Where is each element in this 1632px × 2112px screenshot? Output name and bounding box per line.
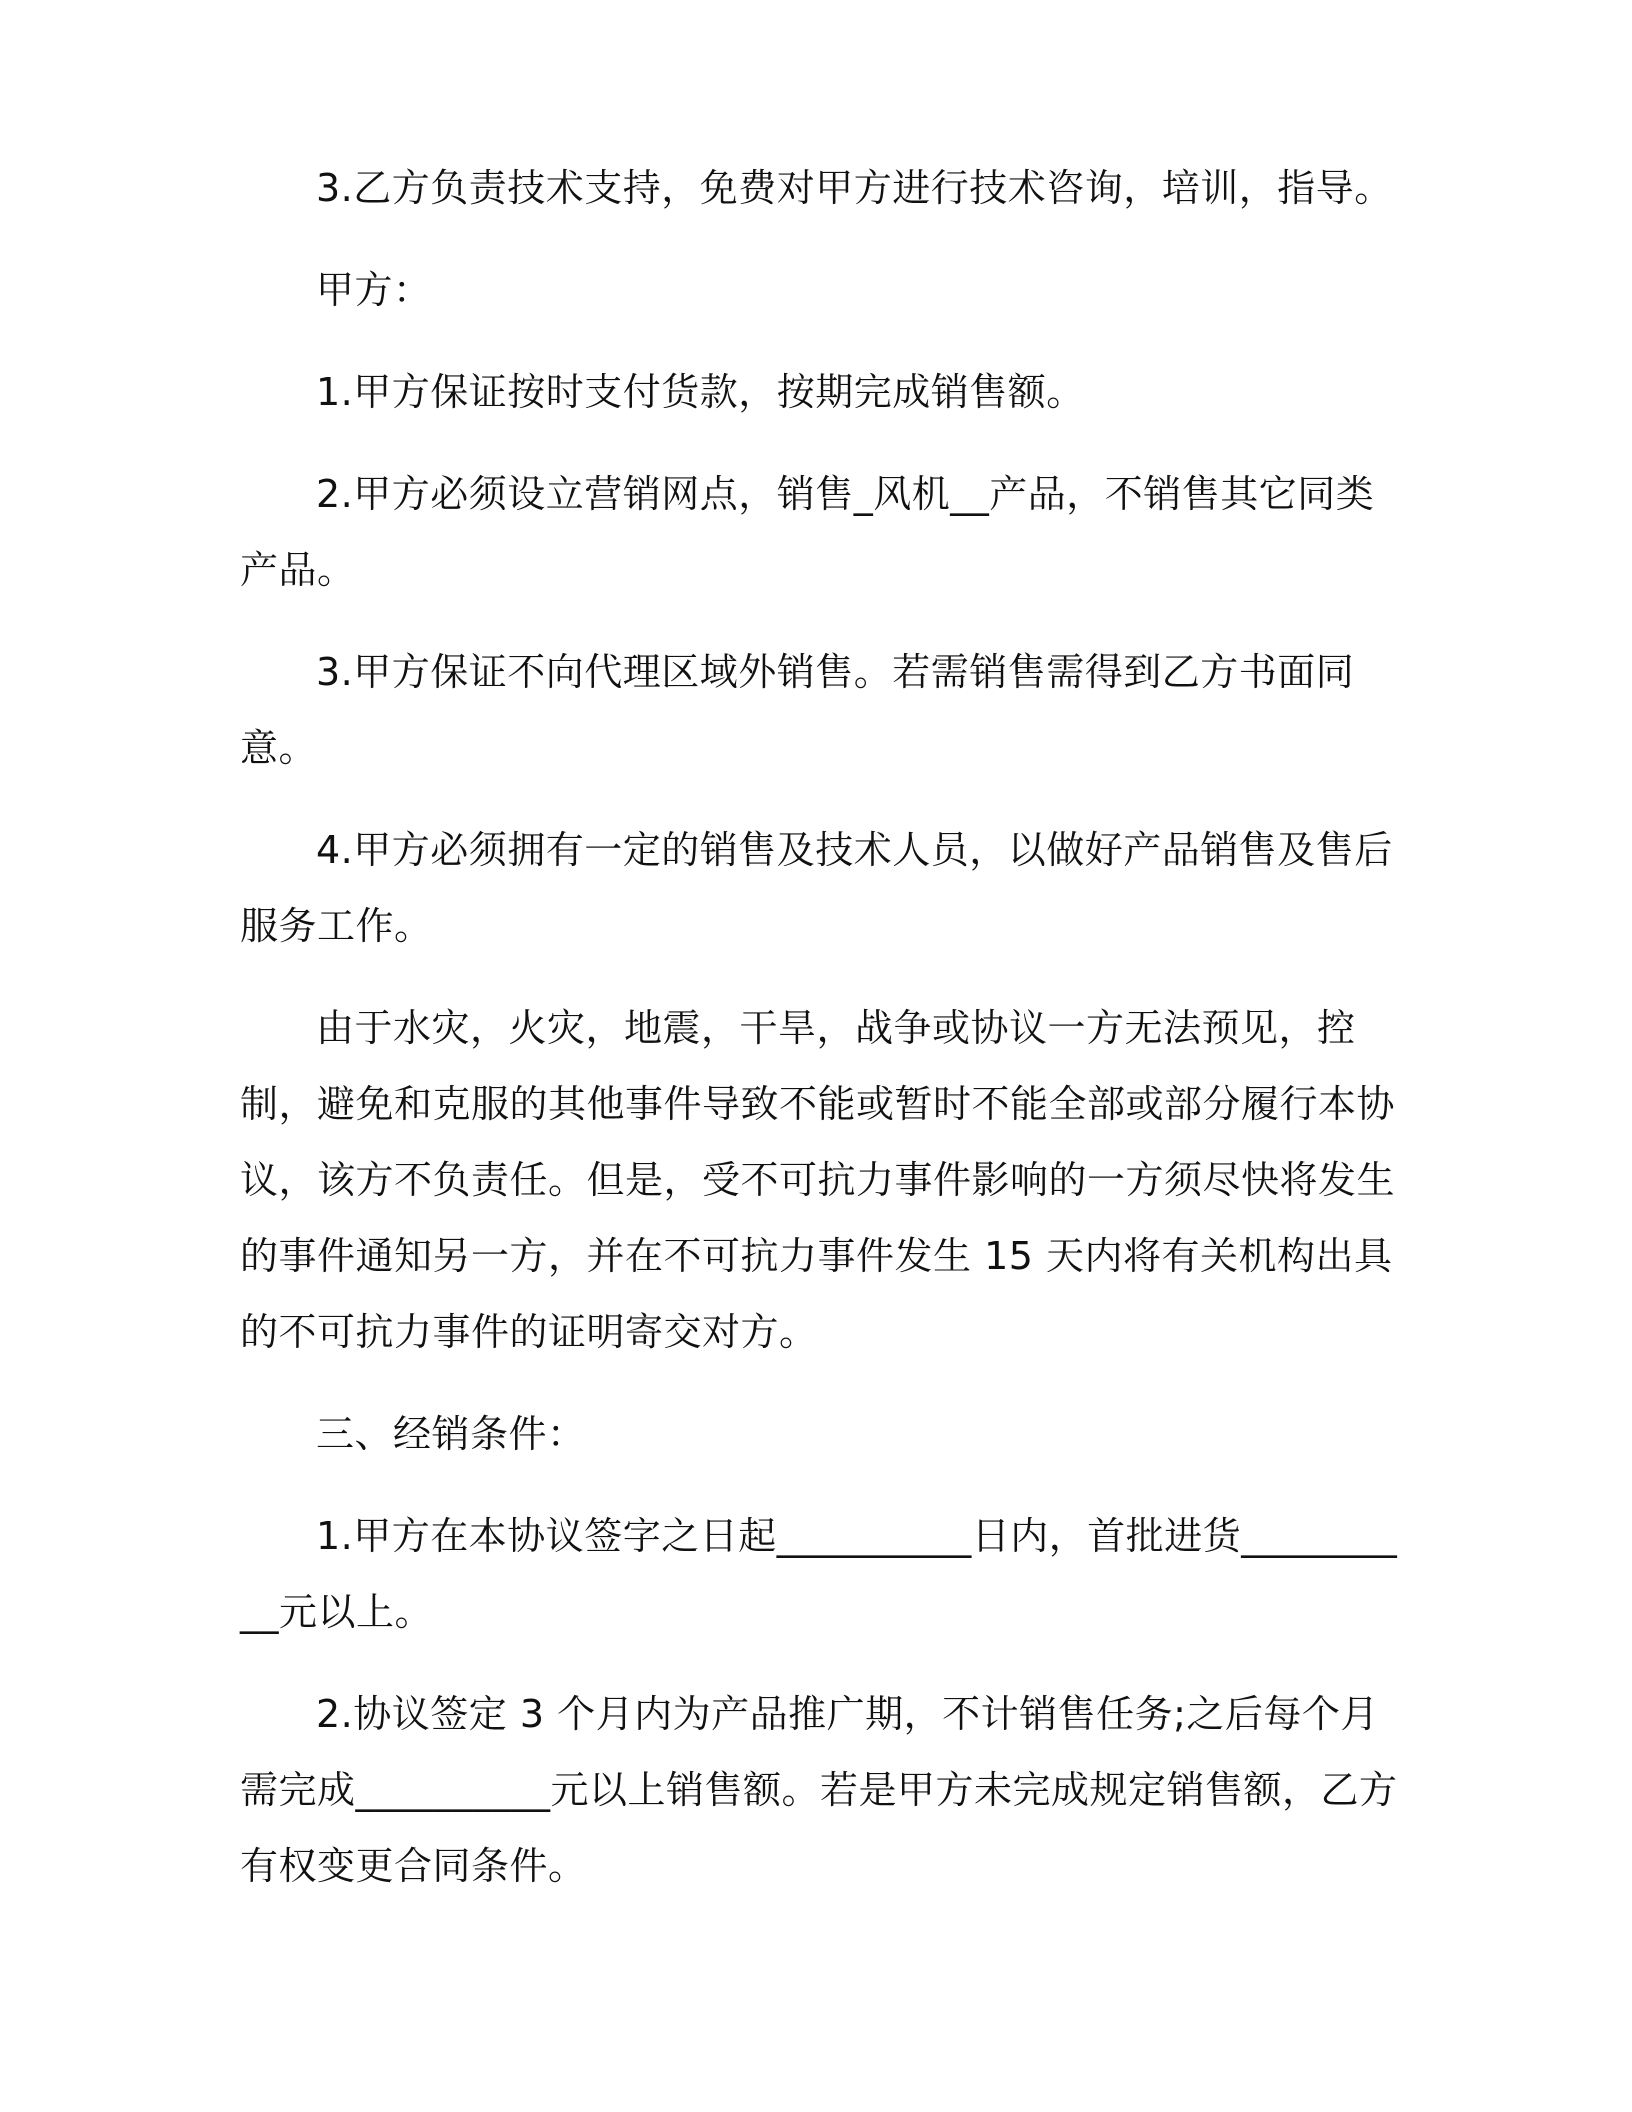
paragraph-section-three-heading: 三、经销条件： [316,1412,586,1456]
paragraph-sales-region: 3.甲方保证不向代理区域外销售。若需销售需得到乙方书面同意。 [240,650,1355,770]
paragraph-first-order: 1.甲方在本协议签字之日起__________日内，首批进货__________元以上。 [240,1514,1398,1634]
paragraph-sales-outlets: 2.甲方必须设立营销网点，销售_风机__产品，不销售其它同类产品。 [240,472,1375,592]
paragraph-force-majeure: 由于水灾，火灾，地震，干旱，战争或协议一方无法预见，控制，避免和克服的其他事件导致不能或暂时不能全部或部分履行本协议，该方不负责任。但是，受不可抗力事件影响的一方须尽快将发生的事件通知另一方，并在不可抗力事件发生 15 天内将有关机构出具的不可抗力事件的证明寄交对方。 [240,1006,1396,1354]
paragraph-promotion-period: 2.协议签定 3 个月内为产品推广期，不计销售任务;之后每个月需完成__________元以上销售额。若是甲方未完成规定销售额，乙方有权变更合同条件。 [240,1692,1398,1888]
paragraph-party-a-heading: 甲方： [316,268,432,312]
paragraph-tech-support: 3.乙方负责技术支持，免费对甲方进行技术咨询，培训，指导。 [316,166,1393,210]
paragraph-staff: 4.甲方必须拥有一定的销售及技术人员，以做好产品销售及售后服务工作。 [240,828,1393,948]
paragraph-payment: 1.甲方保证按时支付货款，按期完成销售额。 [316,370,1085,414]
document-page [240,150,1400,1930]
